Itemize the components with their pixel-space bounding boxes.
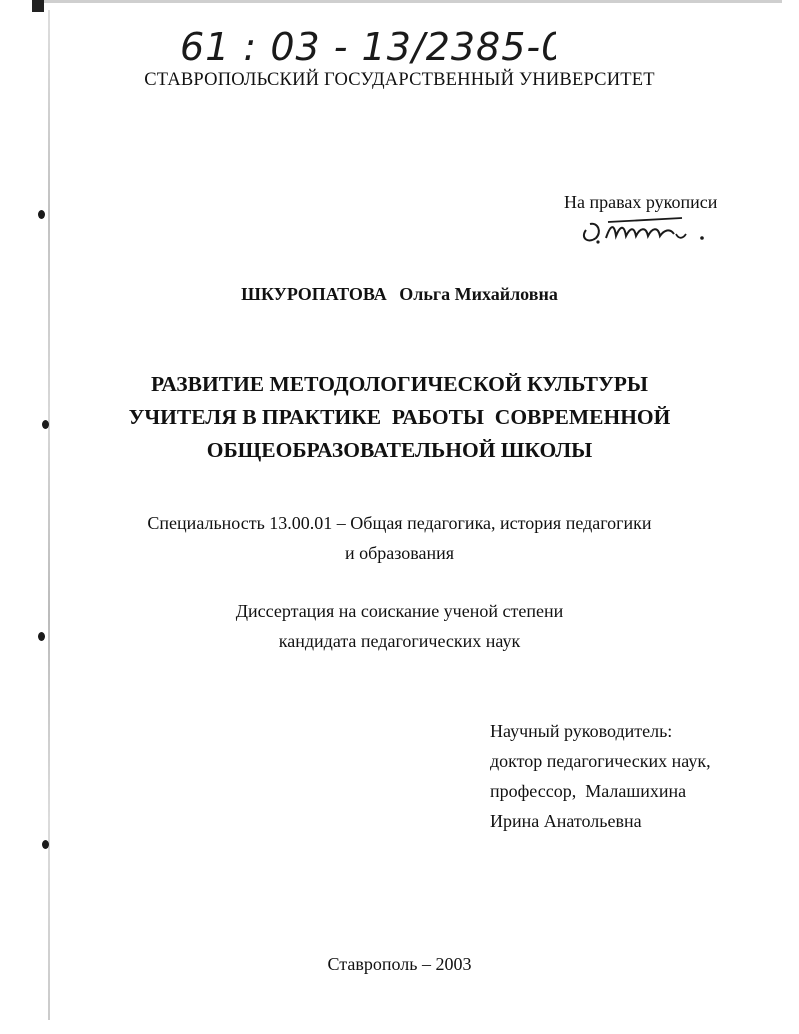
- supervisor-line: Ирина Анатольевна: [490, 811, 642, 831]
- title-line: ОБЩЕОБРАЗОВАТЕЛЬНОЙ ШКОЛЫ: [206, 438, 593, 462]
- supervisor-line: Научный руководитель:: [490, 721, 673, 741]
- scientific-supervisor: [490, 716, 711, 836]
- university-name: СТАВРОПОЛЬСКИЙ ГОСУДАРСТВЕННЫЙ УНИВЕРСИТЕТ: [144, 70, 655, 90]
- handwritten-signature: [578, 208, 708, 248]
- specialty: [0, 508, 799, 568]
- author-surname: ШКУРОПАТОВА: [241, 284, 387, 304]
- catalog-number-text: 61 : 03 - 13/2385-0: [180, 25, 556, 69]
- title-line: РАЗВИТИЕ МЕТОДОЛОГИЧЕСКОЙ КУЛЬТУРЫ: [150, 372, 649, 396]
- city-and-year: Ставрополь – 2003: [327, 954, 472, 974]
- specialty-line: Специальность 13.00.01 – Общая педагогика, история педагогики: [147, 513, 652, 533]
- title-line: УЧИТЕЛЯ В ПРАКТИКЕ РАБОТЫ СОВРЕМЕННОЙ: [128, 405, 671, 429]
- manuscript-rights-note: На правах рукописи: [564, 192, 718, 212]
- author-name: [0, 284, 799, 305]
- binding-hole-mark: [38, 210, 45, 219]
- supervisor-line: доктор педагогических наук,: [490, 751, 711, 771]
- specialty-line: и образования: [344, 543, 455, 563]
- catalog-number-svg: [176, 14, 556, 76]
- dissertation-title: [0, 368, 799, 467]
- degree-line: Диссертация на соискание ученой степени: [235, 601, 564, 621]
- scan-corner-mark: [32, 0, 44, 12]
- scan-top-edge: [42, 0, 782, 3]
- supervisor-line: профессор, Малашихина: [490, 781, 687, 801]
- binding-hole-mark: [42, 840, 49, 849]
- signature-svg: [578, 208, 708, 248]
- handwritten-catalog-number: [176, 14, 556, 76]
- degree-statement: [0, 596, 799, 656]
- author-given-names: Ольга Михайловна: [399, 284, 558, 304]
- degree-line: кандидата педагогических наук: [278, 631, 521, 651]
